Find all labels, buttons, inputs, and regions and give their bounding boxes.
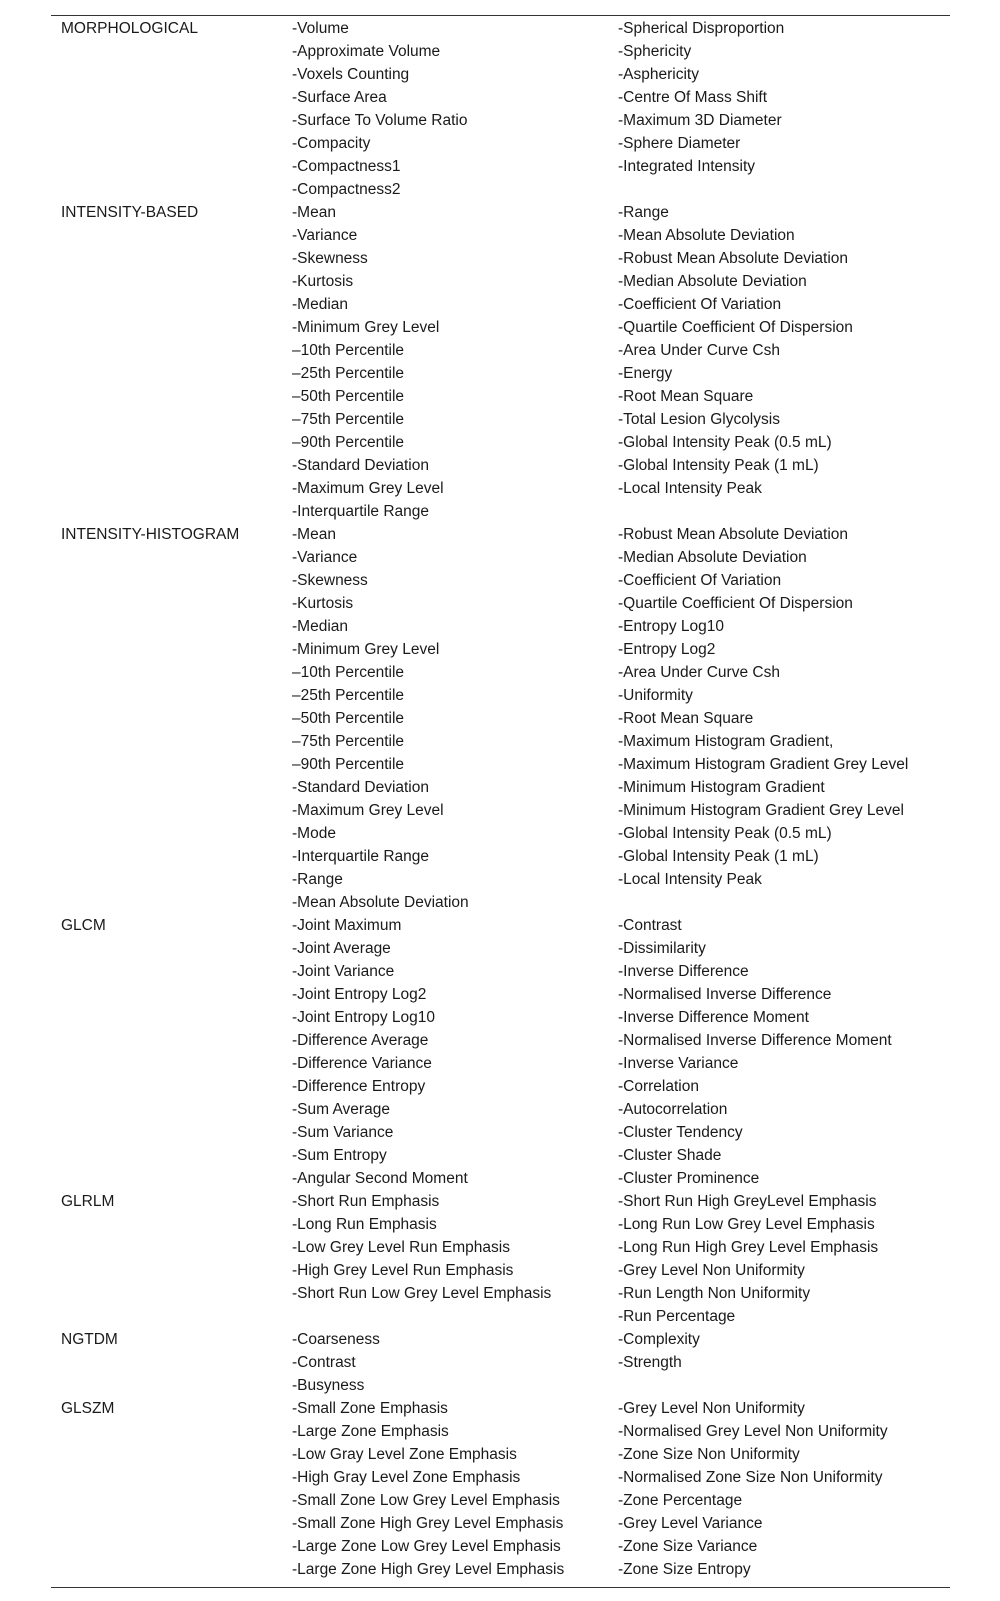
feature-item: -Median Absolute Deviation (618, 273, 807, 290)
feature-item: -Variance (292, 227, 358, 244)
feature-item: -Angular Second Moment (292, 1170, 468, 1187)
feature-item: -Low Grey Level Run Emphasis (292, 1239, 510, 1256)
feature-item: -Cluster Prominence (618, 1170, 760, 1187)
feature-item: -Grey Level Non Uniformity (618, 1400, 805, 1417)
feature-item: -Coefficient Of Variation (618, 572, 782, 589)
feature-item: -Complexity (618, 1331, 700, 1348)
feature-item: -Sphere Diameter (618, 135, 741, 152)
feature-item: -Global Intensity Peak (1 mL) (618, 457, 819, 474)
feature-item: -Voxels Counting (292, 66, 410, 83)
feature-column-1 (292, 914, 468, 1190)
feature-column-2 (618, 1190, 878, 1328)
feature-item: -Low Gray Level Zone Emphasis (292, 1446, 517, 1463)
feature-item: -Difference Average (292, 1032, 429, 1049)
feature-item: -Standard Deviation (292, 457, 429, 474)
feature-item: -High Grey Level Run Emphasis (292, 1262, 514, 1279)
feature-item: -Robust Mean Absolute Deviation (618, 250, 849, 267)
feature-item: -Contrast (292, 1354, 356, 1371)
feature-item: -Minimum Grey Level (292, 641, 440, 658)
feature-item: -Minimum Histogram Gradient Grey Level (618, 802, 904, 819)
feature-item: -Dissimilarity (618, 940, 706, 957)
feature-item: -Joint Maximum (292, 917, 402, 934)
feature-item: -Large Zone Emphasis (292, 1423, 449, 1440)
feature-item: -Global Intensity Peak (0.5 mL) (618, 825, 832, 842)
feature-item: -Global Intensity Peak (0.5 mL) (618, 434, 832, 451)
feature-item: -Local Intensity Peak (618, 480, 762, 497)
feature-item: -Small Zone High Grey Level Emphasis (292, 1515, 564, 1532)
feature-item: -Coarseness (292, 1331, 380, 1348)
feature-section (0, 201, 1000, 523)
feature-item: –10th Percentile (292, 342, 405, 359)
feature-item: -Correlation (618, 1078, 699, 1095)
feature-item: -Range (618, 204, 669, 221)
feature-item: -Skewness (292, 250, 368, 267)
feature-item: -Sum Average (292, 1101, 390, 1118)
feature-item: -Short Run Emphasis (292, 1193, 440, 1210)
feature-item: -Zone Percentage (618, 1492, 743, 1509)
feature-column-1 (292, 1328, 380, 1397)
feature-column-1 (292, 17, 467, 201)
category-label: MORPHOLOGICAL (61, 20, 198, 37)
feature-item: -Area Under Curve Csh (618, 342, 780, 359)
feature-item: -Grey Level Non Uniformity (618, 1262, 805, 1279)
feature-section (0, 1397, 1000, 1581)
feature-item: -Zone Size Entropy (618, 1561, 751, 1578)
feature-item: -Long Run Emphasis (292, 1216, 437, 1233)
feature-item: -Large Zone High Grey Level Emphasis (292, 1561, 565, 1578)
feature-item: -Compactness1 (292, 158, 401, 175)
feature-item: -Quartile Coefficient Of Dispersion (618, 595, 853, 612)
feature-item: –90th Percentile (292, 756, 405, 773)
feature-item: –10th Percentile (292, 664, 405, 681)
feature-item: -Short Run Low Grey Level Emphasis (292, 1285, 552, 1302)
feature-item: –90th Percentile (292, 434, 405, 451)
feature-item: -Interquartile Range (292, 848, 429, 865)
table-top-rule (51, 15, 950, 16)
feature-item: -Sum Variance (292, 1124, 394, 1141)
feature-item: -Zone Size Non Uniformity (618, 1446, 800, 1463)
feature-item: -Local Intensity Peak (618, 871, 762, 888)
feature-item: -Integrated Intensity (618, 158, 755, 175)
feature-item: -Median Absolute Deviation (618, 549, 807, 566)
category-label: INTENSITY-HISTOGRAM (61, 526, 240, 543)
feature-item: -Normalised Zone Size Non Uniformity (618, 1469, 883, 1486)
feature-item: -Small Zone Low Grey Level Emphasis (292, 1492, 560, 1509)
feature-item: -Mean (292, 526, 336, 543)
feature-item: -Short Run High GreyLevel Emphasis (618, 1193, 877, 1210)
feature-item: -Surface To Volume Ratio (292, 112, 468, 129)
feature-item: -Joint Variance (292, 963, 395, 980)
feature-item: -Root Mean Square (618, 710, 754, 727)
feature-item: -Run Percentage (618, 1308, 736, 1325)
feature-item: -Entropy Log10 (618, 618, 724, 635)
feature-column-2 (618, 17, 784, 178)
category-label: GLRLM (61, 1193, 115, 1210)
feature-item: -Autocorrelation (618, 1101, 728, 1118)
feature-item: -Cluster Tendency (618, 1124, 743, 1141)
category-label: NGTDM (61, 1331, 118, 1348)
feature-item: -Difference Entropy (292, 1078, 426, 1095)
feature-item: -Inverse Variance (618, 1055, 739, 1072)
feature-column-1 (292, 201, 444, 523)
feature-item: -Busyness (292, 1377, 365, 1394)
feature-item: -Coefficient Of Variation (618, 296, 782, 313)
feature-item: -Approximate Volume (292, 43, 441, 60)
feature-item: -Entropy Log2 (618, 641, 716, 658)
feature-item: -Large Zone Low Grey Level Emphasis (292, 1538, 561, 1555)
feature-section (0, 523, 1000, 914)
feature-section (0, 17, 1000, 201)
category-label: GLSZM (61, 1400, 115, 1417)
feature-column-2 (618, 1328, 700, 1374)
feature-item: -Run Length Non Uniformity (618, 1285, 811, 1302)
feature-item: -Normalised Grey Level Non Uniformity (618, 1423, 888, 1440)
feature-item: -Skewness (292, 572, 368, 589)
feature-column-1 (292, 1397, 564, 1581)
feature-item: -Area Under Curve Csh (618, 664, 780, 681)
feature-item: -Maximum Histogram Gradient Grey Level (618, 756, 909, 773)
table-bottom-rule (51, 1587, 950, 1588)
feature-item: -Standard Deviation (292, 779, 429, 796)
feature-item: –25th Percentile (292, 687, 405, 704)
feature-item: -Kurtosis (292, 273, 354, 290)
feature-item: -Zone Size Variance (618, 1538, 758, 1555)
feature-item: -Robust Mean Absolute Deviation (618, 526, 849, 543)
feature-item: -Quartile Coefficient Of Dispersion (618, 319, 853, 336)
feature-item: -Maximum Histogram Gradient, (618, 733, 834, 750)
feature-column-1 (292, 523, 469, 914)
feature-item: -High Gray Level Zone Emphasis (292, 1469, 521, 1486)
feature-item: -Volume (292, 20, 349, 37)
feature-item: –25th Percentile (292, 365, 405, 382)
feature-item: -Median (292, 296, 348, 313)
feature-item: -Long Run High Grey Level Emphasis (618, 1239, 879, 1256)
feature-item: -Minimum Grey Level (292, 319, 440, 336)
feature-section (0, 914, 1000, 1190)
feature-item: -Surface Area (292, 89, 387, 106)
feature-item: -Grey Level Variance (618, 1515, 763, 1532)
feature-item: -Cluster Shade (618, 1147, 722, 1164)
feature-item: -Sphericity (618, 43, 692, 60)
feature-item: -Kurtosis (292, 595, 354, 612)
feature-item: -Maximum 3D Diameter (618, 112, 782, 129)
feature-section (0, 1190, 1000, 1328)
feature-item: -Minimum Histogram Gradient (618, 779, 825, 796)
feature-column-2 (618, 523, 908, 891)
feature-item: -Global Intensity Peak (1 mL) (618, 848, 819, 865)
feature-item: -Inverse Difference Moment (618, 1009, 809, 1026)
feature-item: -Range (292, 871, 343, 888)
feature-item: -Median (292, 618, 348, 635)
feature-item: –75th Percentile (292, 733, 405, 750)
feature-item: -Contrast (618, 917, 682, 934)
feature-column-2 (618, 1397, 888, 1581)
feature-column-2 (618, 914, 892, 1190)
feature-item: -Root Mean Square (618, 388, 754, 405)
feature-item: -Small Zone Emphasis (292, 1400, 448, 1417)
feature-item: -Normalised Inverse Difference (618, 986, 832, 1003)
feature-item: -Joint Entropy Log10 (292, 1009, 436, 1026)
feature-item: -Mode (292, 825, 336, 842)
feature-item: -Spherical Disproportion (618, 20, 785, 37)
feature-column-1 (292, 1190, 551, 1305)
feature-item: -Interquartile Range (292, 503, 429, 520)
feature-column-2 (618, 201, 853, 500)
feature-item: -Uniformity (618, 687, 693, 704)
category-label: GLCM (61, 917, 106, 934)
feature-item: -Joint Average (292, 940, 391, 957)
category-label: INTENSITY-BASED (61, 204, 199, 221)
feature-item: -Long Run Low Grey Level Emphasis (618, 1216, 875, 1233)
feature-item: -Asphericity (618, 66, 699, 83)
feature-item: -Sum Entropy (292, 1147, 387, 1164)
feature-item: -Variance (292, 549, 358, 566)
feature-item: -Total Lesion Glycolysis (618, 411, 780, 428)
feature-item: -Mean (292, 204, 336, 221)
radiomics-feature-table (0, 17, 1000, 1581)
feature-section (0, 1328, 1000, 1397)
feature-item: -Maximum Grey Level (292, 480, 444, 497)
feature-item: -Mean Absolute Deviation (292, 894, 469, 911)
feature-item: -Energy (618, 365, 673, 382)
feature-item: -Inverse Difference (618, 963, 749, 980)
feature-item: –50th Percentile (292, 710, 405, 727)
feature-item: -Difference Variance (292, 1055, 432, 1072)
feature-item: –75th Percentile (292, 411, 405, 428)
feature-item: -Maximum Grey Level (292, 802, 444, 819)
feature-item: -Strength (618, 1354, 682, 1371)
feature-item: -Compacity (292, 135, 371, 152)
feature-item: -Mean Absolute Deviation (618, 227, 795, 244)
feature-item: -Normalised Inverse Difference Moment (618, 1032, 892, 1049)
feature-item: –50th Percentile (292, 388, 405, 405)
feature-item: -Joint Entropy Log2 (292, 986, 427, 1003)
feature-item: -Compactness2 (292, 181, 401, 198)
feature-item: -Centre Of Mass Shift (618, 89, 768, 106)
